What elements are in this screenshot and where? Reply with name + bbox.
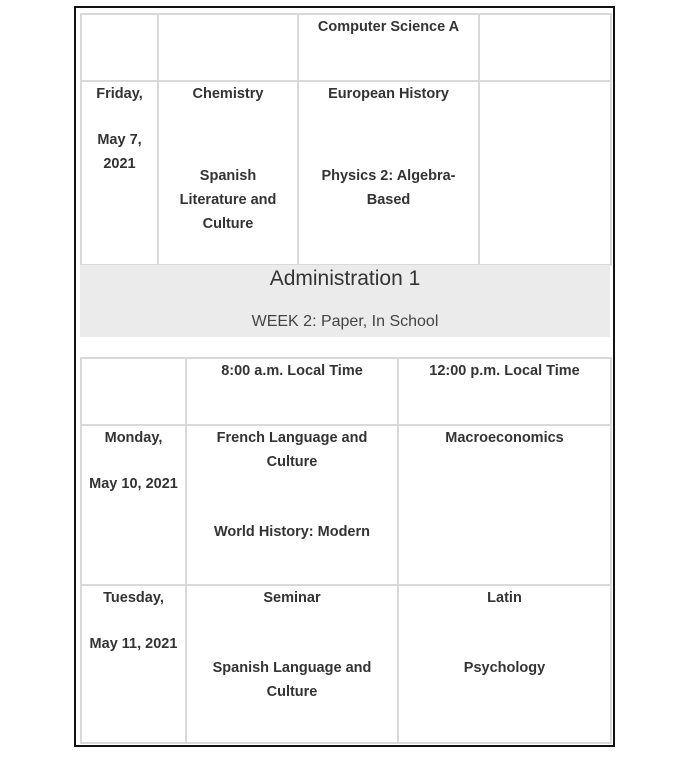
week-subtitle: WEEK 2: Paper, In School: [251, 313, 439, 330]
administration-title: Administration 1: [269, 267, 421, 290]
date-label: May 7,: [97, 132, 142, 148]
date-cell: [81, 585, 186, 743]
table-row: [81, 425, 611, 585]
table-cell: [81, 14, 158, 81]
course-name: Physics 2: Algebra-Based: [321, 168, 456, 208]
year-label: 2021: [103, 156, 136, 172]
column-header: [186, 358, 398, 425]
table-row: [81, 81, 611, 265]
column-header: [398, 358, 611, 425]
date-cell: [81, 81, 158, 265]
exam-cell: [398, 585, 611, 743]
day-label: Tuesday,: [103, 590, 164, 606]
date-label: May 10, 2021: [89, 476, 178, 492]
time-header: 12:00 p.m. Local Time: [429, 363, 580, 379]
day-label: Monday,: [104, 430, 163, 446]
course-name: Computer Science A: [317, 19, 460, 35]
course-name: Macroeconomics: [445, 430, 564, 446]
course-name: World History: Modern: [213, 524, 370, 540]
course-name: Psychology: [463, 660, 546, 676]
exam-cell: [398, 425, 611, 585]
schedule-table-week1: [80, 13, 612, 266]
time-header: 8:00 a.m. Local Time: [221, 363, 363, 379]
table-cell: [158, 14, 298, 81]
table-row: [81, 585, 611, 743]
course-name: Spanish Literature and Culture: [179, 168, 277, 232]
day-label: Friday,: [96, 86, 143, 102]
course-name: Seminar: [263, 590, 321, 606]
course-name: European History: [328, 86, 449, 102]
exam-cell: [186, 585, 398, 743]
date-cell: [81, 425, 186, 585]
table-cell: [479, 81, 611, 265]
course-name: Chemistry: [192, 86, 264, 102]
course-name: Spanish Language and Culture: [212, 660, 372, 700]
exam-cell: [186, 425, 398, 585]
exam-cell: [298, 81, 479, 265]
course-name: French Language and Culture: [216, 430, 368, 470]
table-cell: [298, 14, 479, 81]
administration-banner: [80, 265, 610, 337]
course-name: Latin: [487, 590, 522, 606]
table-row: [81, 358, 611, 425]
exam-cell: [158, 81, 298, 265]
table-row: [81, 14, 611, 81]
table-cell: [479, 14, 611, 81]
table-cell: [81, 358, 186, 425]
schedule-table-week2: [80, 357, 612, 744]
date-label: May 11, 2021: [89, 636, 178, 652]
